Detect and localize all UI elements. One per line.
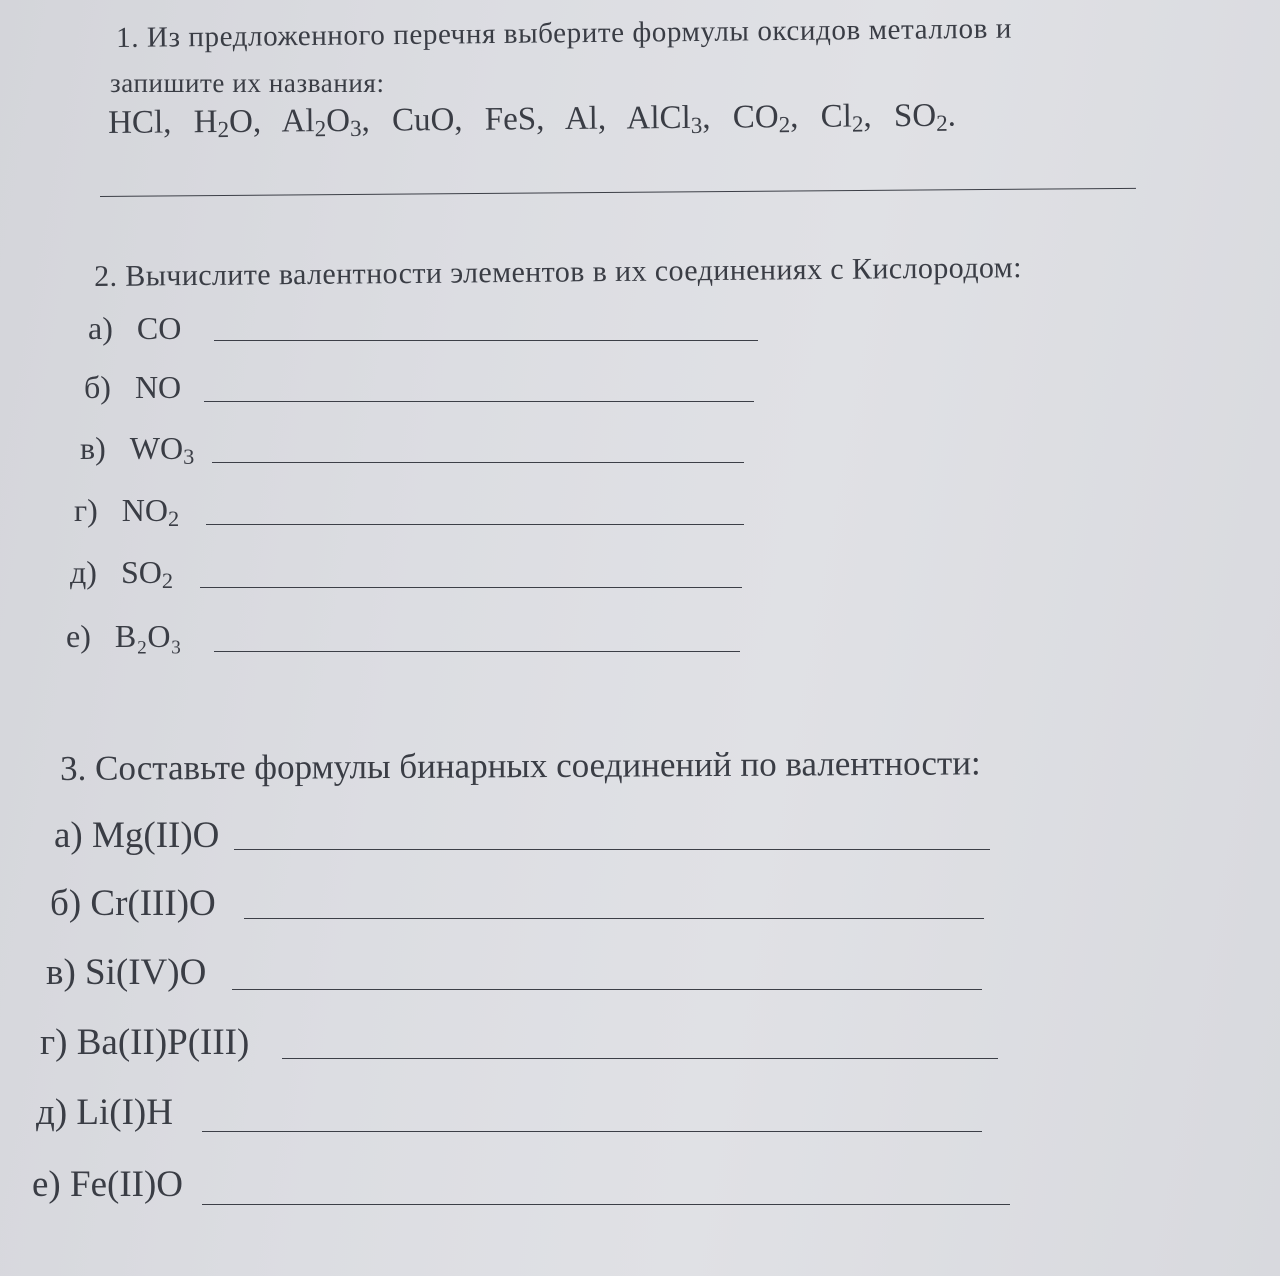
item-label: е) xyxy=(66,618,91,654)
item-label: в) xyxy=(46,952,76,993)
formula-al2o3: $Al_2O_3$, xyxy=(281,102,370,142)
item-formula: Li(I)H xyxy=(76,1092,173,1133)
item-formula: Mg(II)O xyxy=(92,815,220,856)
item-label: б) xyxy=(50,883,82,924)
formula-so2: $SO_2$. xyxy=(893,97,957,136)
task2-answer-line-e[interactable] xyxy=(214,651,740,652)
item-label: а) xyxy=(88,310,113,346)
formula-alcl3: AlCl$_3$, xyxy=(626,99,711,138)
formula-hcl: HCl, xyxy=(107,104,172,141)
task3-answer-line-a[interactable] xyxy=(234,849,990,850)
task3-heading: 3. Составьте формулы бинарных соединений по валентности: xyxy=(59,743,981,788)
task2-item-g xyxy=(74,492,180,531)
formula-cuo: CuO, xyxy=(391,101,463,139)
task1-heading-line2: запишите их названия: xyxy=(110,68,385,98)
item-label: г) xyxy=(40,1022,68,1063)
task3-item-v xyxy=(46,954,206,991)
formula-h2o: $H_2O$, xyxy=(193,103,262,143)
task2-heading: 2. Вычислите валентности элементов в их соединениях с Кислородом: xyxy=(93,251,1023,293)
task3-item-g xyxy=(40,1024,249,1061)
item-formula: Si(IV)O xyxy=(85,952,207,993)
task3-answer-line-b[interactable] xyxy=(244,918,984,919)
task2-answer-line-b[interactable] xyxy=(204,401,754,402)
item-label: а) xyxy=(54,815,83,856)
formula-co2: $CO_2$, xyxy=(732,98,799,138)
formula-fes: FeS, xyxy=(484,101,545,138)
task1-answer-line[interactable] xyxy=(100,188,1136,197)
task3-answer-line-v[interactable] xyxy=(232,989,982,990)
item-label: е) xyxy=(32,1164,61,1205)
item-formula: B₂O₃ xyxy=(114,618,182,654)
task3-item-a xyxy=(54,817,219,854)
task1-formula-list xyxy=(107,97,957,143)
task1-heading-line1: 1. Из предложенного перечня выберите формулы оксидов металлов и xyxy=(115,12,1013,54)
task3-answer-line-e[interactable] xyxy=(202,1204,1010,1205)
task2-answer-line-v[interactable] xyxy=(212,462,744,463)
item-label: б) xyxy=(84,369,111,405)
task3-answer-line-g[interactable] xyxy=(282,1058,998,1059)
item-label: д) xyxy=(70,554,97,590)
item-formula: Ba(II)P(III) xyxy=(76,1022,250,1063)
formula-cl2: $Cl_2$, xyxy=(820,98,872,137)
task2-item-e xyxy=(66,620,182,652)
task3-answer-line-d[interactable] xyxy=(202,1131,982,1132)
task2-item-d xyxy=(70,554,174,593)
item-label: г) xyxy=(74,492,98,528)
item-formula: Fe(II)O xyxy=(70,1164,184,1205)
task2-item-v xyxy=(80,430,195,469)
item-formula: $WO_3$ xyxy=(129,430,195,469)
task3-item-d xyxy=(36,1094,173,1131)
task2-answer-line-a[interactable] xyxy=(214,340,758,341)
item-formula: $NO_2$ xyxy=(121,492,180,531)
task2-item-a xyxy=(88,312,181,344)
task2-item-b xyxy=(84,371,181,403)
task2-answer-line-d[interactable] xyxy=(200,587,742,588)
formula-al: Al, xyxy=(564,100,607,138)
task3-item-e xyxy=(32,1166,183,1203)
item-formula: NO xyxy=(134,369,182,405)
item-formula: Cr(III)O xyxy=(90,883,216,924)
item-formula: $SO_2$ xyxy=(120,554,174,593)
task3-item-b xyxy=(50,885,216,922)
item-label: в) xyxy=(80,430,106,466)
task2-answer-line-g[interactable] xyxy=(206,524,744,525)
item-formula: CO xyxy=(136,310,182,346)
item-label: д) xyxy=(36,1092,68,1133)
